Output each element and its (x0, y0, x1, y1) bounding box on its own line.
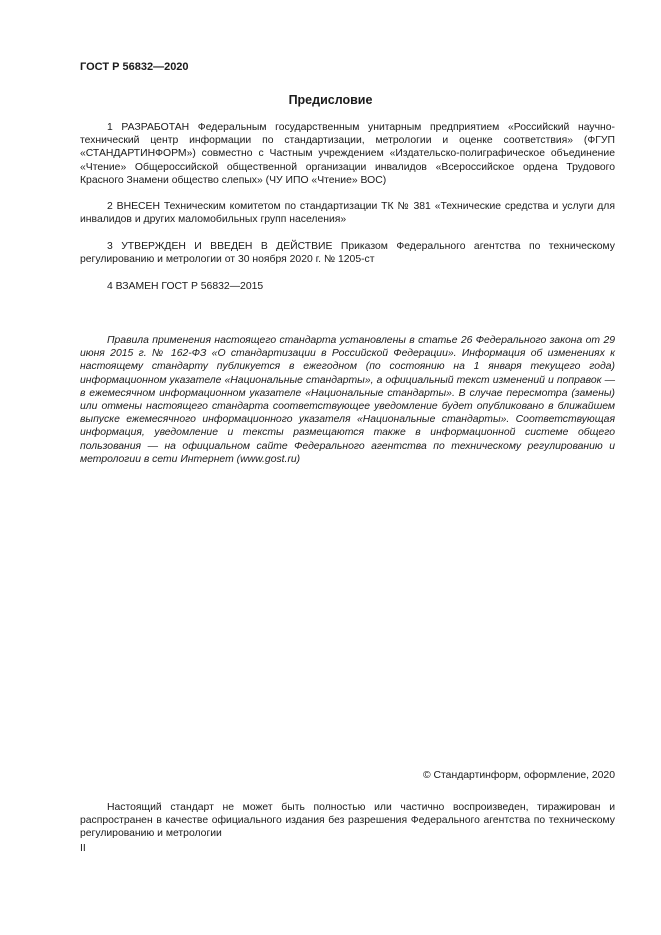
preface-item-replaces: 4 ВЗАМЕН ГОСТ Р 56832—2015 (107, 281, 264, 292)
standard-code-header: ГОСТ Р 56832—2020 (80, 61, 189, 73)
application-rules-notice: Правила применения настоящего стандарта установлены в статье 26 Федерального закона от 29 июня 2015 г. № 162-ФЗ «О стандартизации в Российской Федерации». Информация об изменениях к настоящему стандарту публикуется в ежегодном (по состоянию на 1 января текущего года) информационном указателе «Национальные стандарты», а официальный текст изменений и поправок — в ежемесячном информационном указателе «Национальные стандарты». В случае пересмотра (замены) или отмены настоящего стандарта соответствующее уведомление будет опубликовано в ближайшем выпуске ежемесячного информационного указателя «Национальные стандарты». Соответствующая информация, уведомление и тексты размещаются также в информационной системе общего пользования — на официальном сайте Федерального агентства по техническому регулированию и метрологии в сети Интернет (www.gost.ru) (80, 335, 615, 465)
page-title: Предисловие (288, 93, 373, 107)
reproduction-restriction-note: Настоящий стандарт не может быть полностью или частично воспроизведен, тиражирован и распространен в качестве официального издания без разрешения Федерального агентства по техническому регулированию и метрологии (80, 802, 615, 840)
copyright-line: © Стандартинформ, оформление, 2020 (422, 770, 615, 781)
page-number: II (80, 843, 86, 854)
preface-item-approved: 3 УТВЕРЖДЕН И ВВЕДЕН В ДЕЙСТВИЕ Приказом Федерального агентства по техническому регулированию и метрологии от 30 ноября 2020 г. № 1205-ст (80, 241, 615, 266)
preface-item-introduced: 2 ВНЕСЕН Техническим комитетом по стандартизации ТК № 381 «Технические средства и услуги для инвалидов и других маломобильных групп населения» (80, 201, 615, 226)
preface-item-developed: 1 РАЗРАБОТАН Федеральным государственным унитарным предприятием «Российский научно-технический центр информации по стандартизации, метрологии и оценке соответствия» (ФГУП «СТАНДАРТИНФОРМ») совместно с Частным учреждением «Издательско-полиграфическое объединение «Чтение» Общероссийской общественной организации инвалидов «Всероссийское ордена Трудового Красного Знамени общество слепых» (ЧУ ИПО «Чтение» ВОС) (80, 122, 615, 186)
